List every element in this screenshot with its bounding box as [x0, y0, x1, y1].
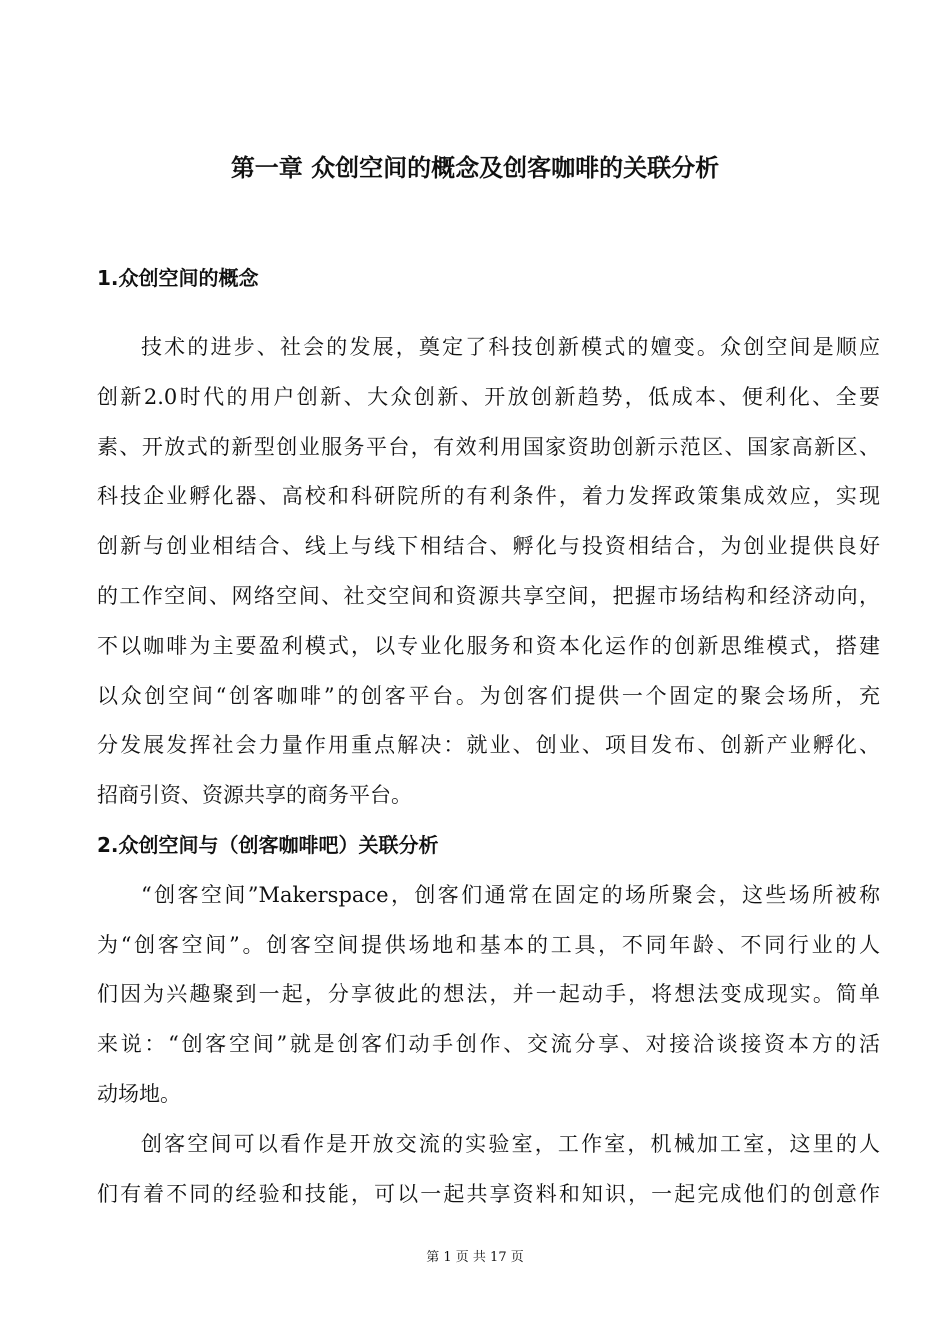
paragraph-line: 素、开放式的新型创业服务平台，有效利用国家资助创新示范区、国家高新区、 — [97, 434, 880, 459]
paragraph-line: “创客空间”Makerspace，创客们通常在固定的场所聚会，这些场所被称 — [141, 882, 880, 907]
page-footer: 第 1 页 共 17 页 — [426, 1250, 524, 1265]
section-heading-2: 2.众创空间与（创客咖啡吧）关联分析 — [97, 832, 439, 857]
paragraph-line: 们有着不同的经验和技能，可以一起共享资料和知识，一起完成他们的创意作 — [97, 1181, 880, 1206]
paragraph-line: 招商引资、资源共享的商务平台。 — [97, 783, 412, 808]
paragraph-line: 的工作空间、网络空间、社交空间和资源共享空间，把握市场结构和经济动向， — [97, 583, 880, 608]
paragraph-line: 科技企业孵化器、高校和科研院所的有利条件，着力发挥政策集成效应，实现 — [97, 484, 880, 509]
paragraph-line: 创新与创业相结合、线上与线下相结合、孵化与投资相结合，为创业提供良好 — [97, 534, 880, 559]
paragraph-line: 创新2.0时代的用户创新、大众创新、开放创新趋势，低成本、便利化、全要 — [97, 384, 880, 409]
paragraph-line: 不以咖啡为主要盈利模式，以专业化服务和资本化运作的创新思维模式，搭建 — [97, 633, 880, 658]
paragraph-line: 以众创空间“创客咖啡”的创客平台。为创客们提供一个固定的聚会场所，充 — [97, 683, 880, 708]
paragraph-line: 技术的进步、社会的发展，奠定了科技创新模式的嬗变。众创空间是顺应 — [141, 335, 880, 359]
paragraph-line: 来说：“创客空间”就是创客们动手创作、交流分享、对接洽谈接资本方的活 — [97, 1032, 880, 1057]
paragraph-line: 为“创客空间”。创客空间提供场地和基本的工具，不同年龄、不同行业的人 — [97, 932, 880, 957]
chapter-title: 第一章 众创空间的概念及创客咖啡的关联分析 — [230, 154, 720, 182]
paragraph-line: 动场地。 — [97, 1081, 181, 1106]
paragraph-line: 们因为兴趣聚到一起，分享彼此的想法，并一起动手，将想法变成现实。简单 — [97, 982, 880, 1007]
document-body — [97, 323, 880, 1219]
section-heading-1: 1.众创空间的概念 — [97, 266, 259, 290]
paragraph-line: 分发展发挥社会力量作用重点解决：就业、创业、项目发布、创新产业孵化、 — [97, 733, 880, 758]
paragraph-line: 创客空间可以看作是开放交流的实验室，工作室，机械加工室，这里的人 — [141, 1131, 880, 1156]
